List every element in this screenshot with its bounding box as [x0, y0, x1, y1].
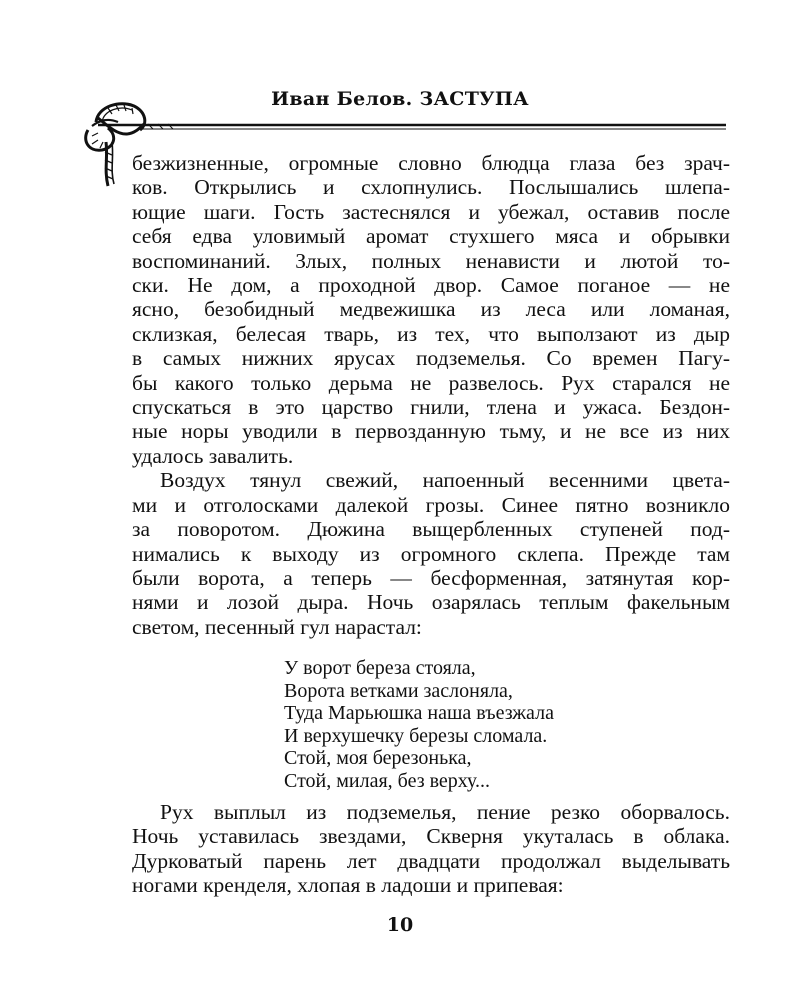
text-line: нимались к выходу из огромного склепа. Прежде там	[132, 541, 730, 566]
poem-line: И верхушечку березы сломала.	[284, 724, 548, 747]
text-line: Рух выплыл из подземелья, пение резко оборвалось.	[160, 800, 730, 824]
text-line: ясно, безобидный медвежишка из леса или ломаная,	[132, 297, 730, 322]
text-line: светом, песенный гул нарастал:	[132, 614, 422, 639]
poem-line: Ворота ветками заслоняла,	[284, 679, 513, 702]
text-line: нями и лозой дыра. Ночь озарялась теплым факельным	[132, 590, 730, 615]
text-line: ми и отголосками далекой грозы. Синее пятно возникло	[132, 492, 730, 517]
text-line: ски. Не дом, а проходной двор. Самое поганое — не	[132, 273, 730, 298]
text-line: воспоминаний. Злых, полных ненависти и лютой то-	[132, 248, 730, 273]
paragraph-3	[132, 800, 730, 898]
text-line: себя едва уловимый аромат стухшего мяса и обрывки	[132, 224, 730, 249]
text-line: ков. Открылись и схлопнулись. Послышались шлепа-	[132, 175, 730, 200]
text-line: ные норы уводили в первозданную тьму, и не все из них	[132, 419, 730, 444]
text-line: ющие шаги. Гость застеснялся и убежал, оставив после	[132, 199, 730, 224]
text-line: были ворота, а теперь — бесформенная, затянутая кор-	[132, 565, 730, 590]
text-line: спускаться в это царство гнили, тлена и ужаса. Бездон-	[132, 395, 730, 420]
poem-line: Стой, моя березонька,	[284, 747, 472, 770]
poem-line: У ворот береза стояла,	[284, 657, 476, 679]
poem-line: Стой, милая, без верху...	[284, 769, 491, 792]
paragraph-1	[132, 151, 730, 639]
text-line: ногами кренделя, хлопая в ладоши и припевая:	[132, 873, 564, 898]
text-line: за поворотом. Дюжина выщербленных ступеней под-	[132, 517, 730, 542]
text-line: удалось завалить.	[132, 443, 294, 468]
running-header: Иван Белов. ЗАСТУПА	[271, 88, 529, 110]
text-line: бы какого только дерьма не развелось. Рух старался не	[132, 370, 730, 395]
text-line: Ночь уставилась звездами, Скверня укуталась в облака.	[132, 824, 730, 849]
text-line: безжизненные, огромные словно блюдца глаза без зрач-	[132, 151, 730, 175]
text-line: склизкая, белесая тварь, из тех, что выползают из дыр	[132, 321, 730, 346]
text-line: Дурковатый парень лет двадцати продолжал выделывать	[132, 848, 730, 873]
text-line: Воздух тянул свежий, напоенный весенними цвета-	[160, 468, 730, 493]
poem-line: Туда Марьюшка наша въезжала	[284, 702, 554, 725]
poem-stanza	[284, 657, 554, 793]
text-line: в самых нижних ярусах подземелья. Со времен Пагу-	[132, 346, 730, 371]
page-number: 10	[386, 914, 414, 936]
